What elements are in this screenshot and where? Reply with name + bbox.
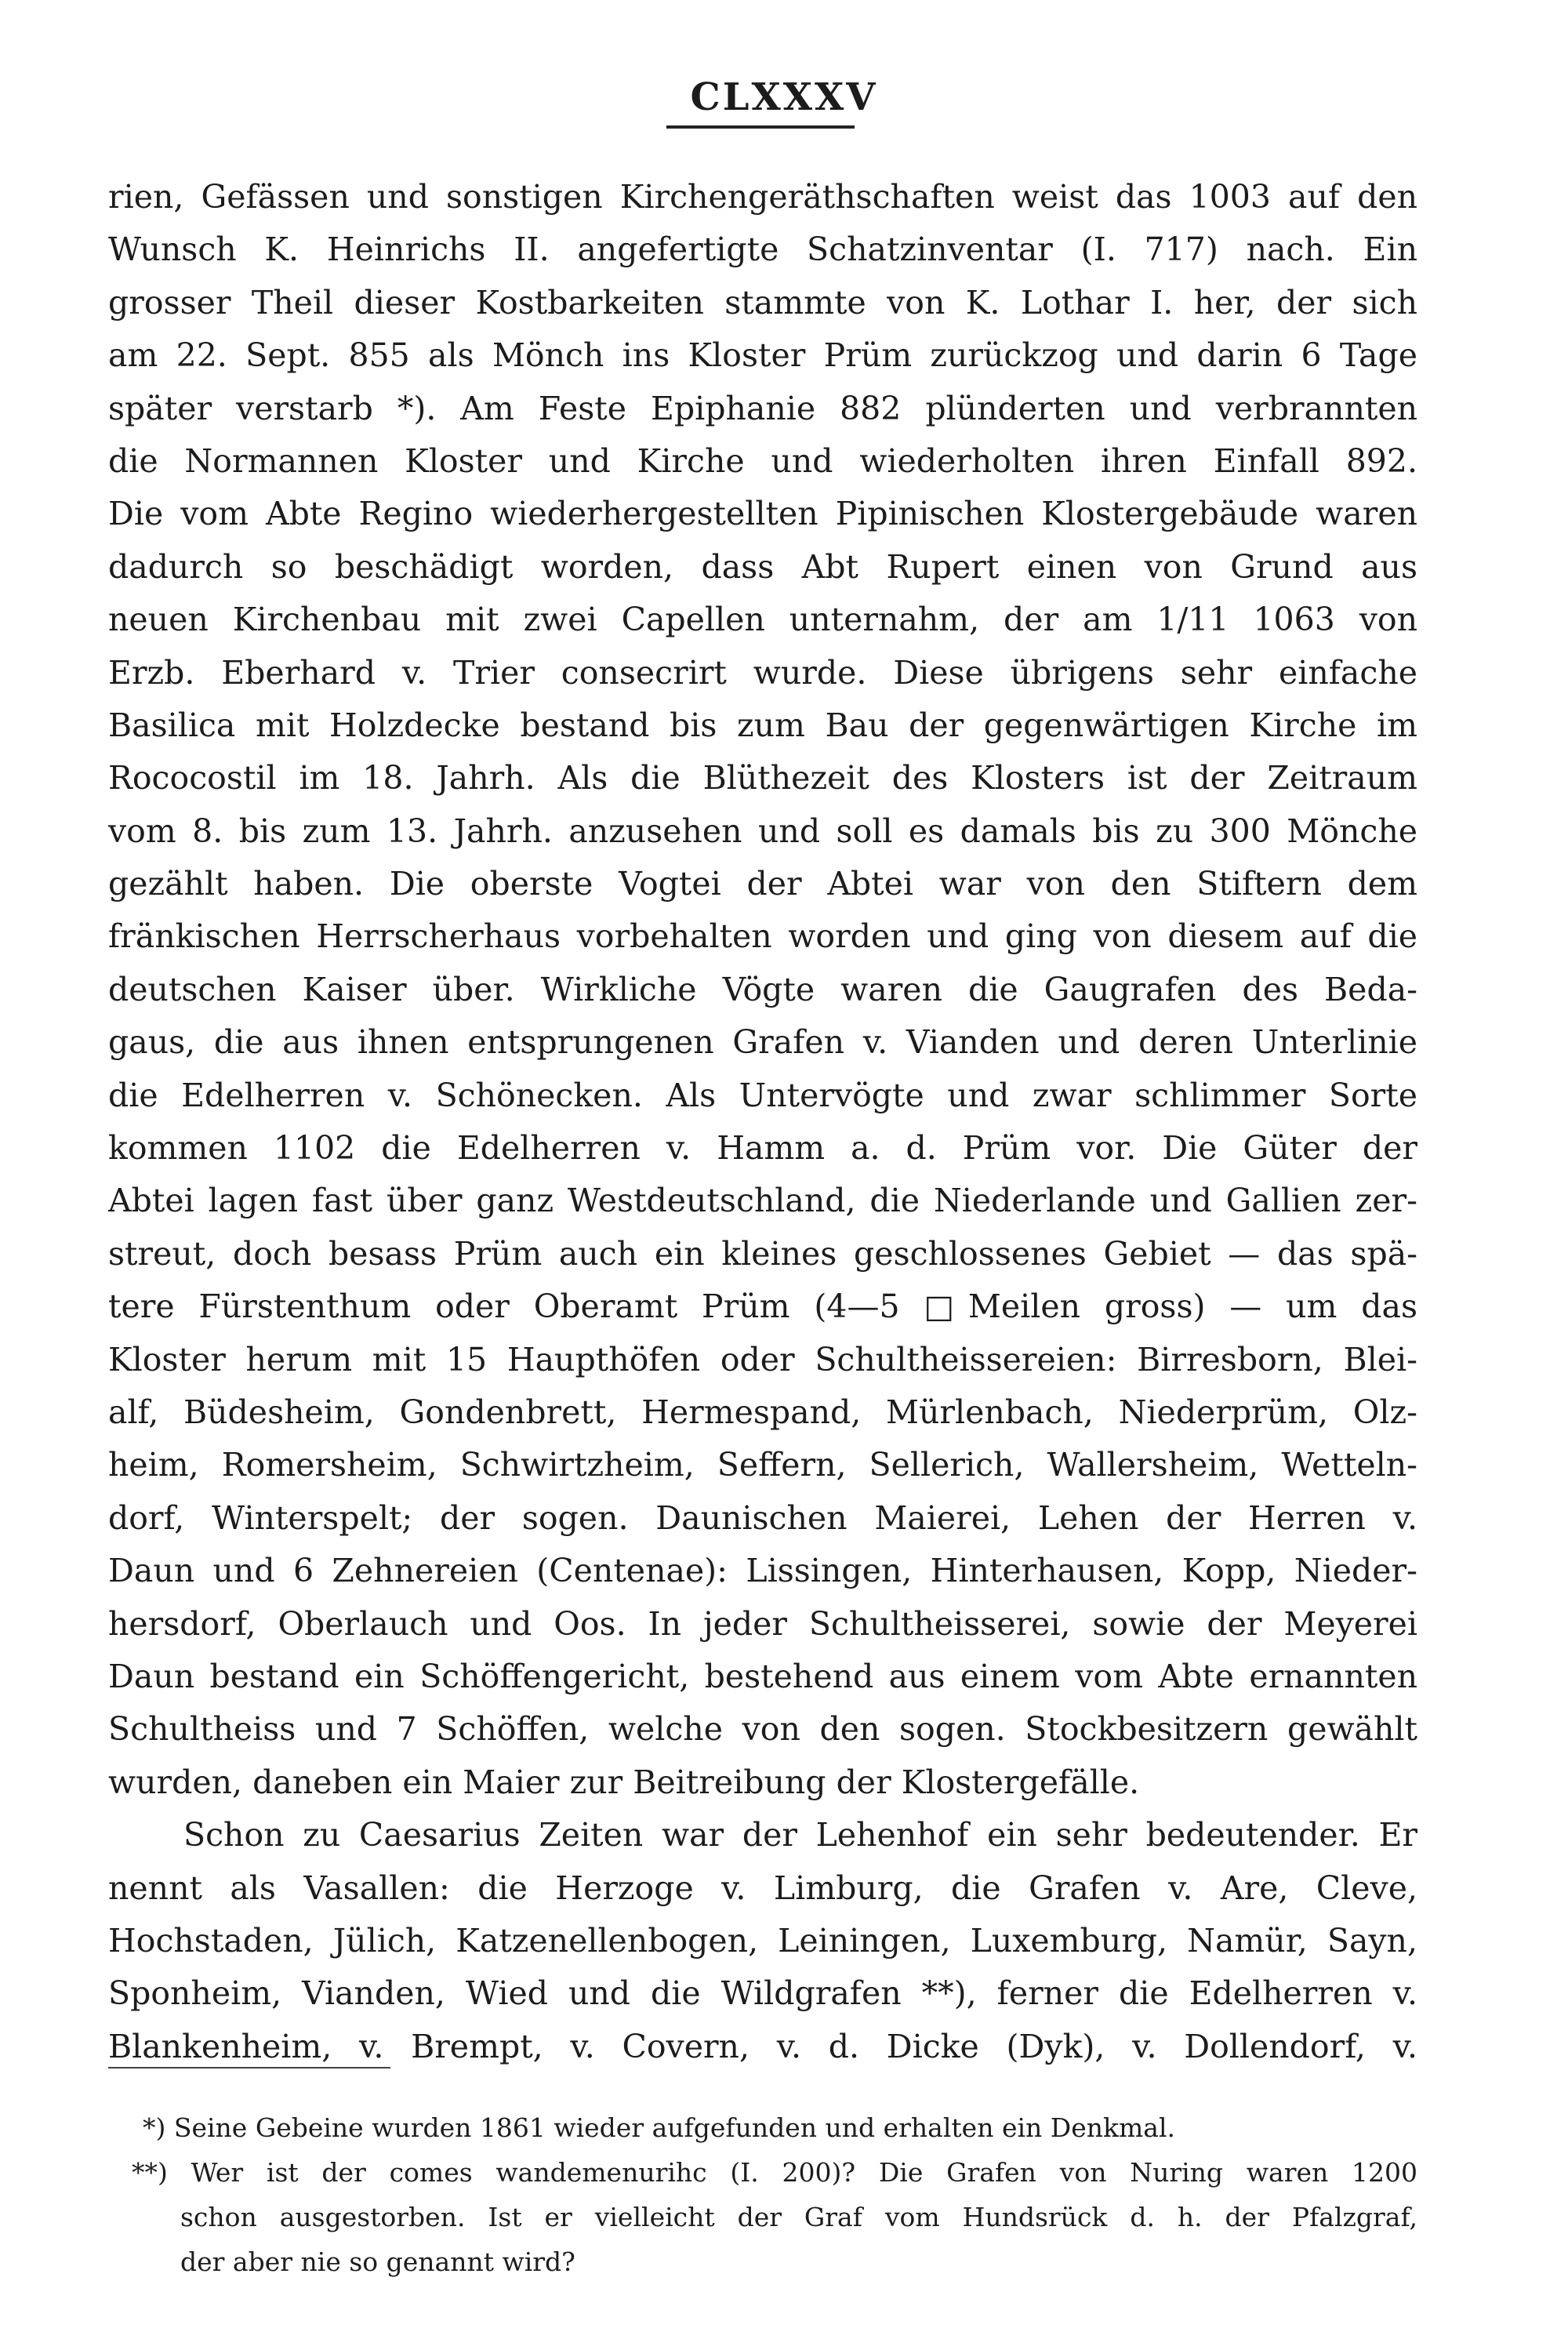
text-line: neuen Kirchenbau mit zwei Capellen unternahm, der am 1/11 1063 von: [108, 601, 1417, 639]
text-line: fränkischen Herrscherhaus vorbehalten worden und ging von diesem auf die: [108, 917, 1417, 956]
text-line: gaus, die aus ihnen entsprungenen Grafen v. Vianden und deren Unterlinie: [108, 1023, 1417, 1062]
text-line: Daun und 6 Zehnereien (Centenae): Lissingen, Hinterhausen, Kopp, Nieder-: [108, 1552, 1417, 1590]
text-line: heim, Romersheim, Schwirtzheim, Seffern, Sellerich, Wallersheim, Wetteln-: [108, 1446, 1417, 1484]
page-number: CLXXXV: [690, 75, 878, 119]
text-line: vom 8. bis zum 13. Jahrh. anzusehen und soll es damals bis zu 300 Mönche: [108, 812, 1417, 850]
text-line: nennt als Vasallen: die Herzoge v. Limburg, die Grafen v. Are, Cleve,: [108, 1869, 1417, 1907]
text-line: Schultheiss und 7 Schöffen, welche von den sogen. Stockbesitzern gewählt: [108, 1710, 1417, 1749]
text-line: Rococostil im 18. Jahrh. Als die Blüthezeit des Klosters ist der Zeitraum: [108, 759, 1417, 797]
text-line: Sponheim, Vianden, Wied und die Wildgrafen **), ferner die Edelherren v.: [108, 1974, 1417, 2013]
text-line: Erzb. Eberhard v. Trier consecrirt wurde. Diese übrigens sehr einfache: [108, 653, 1417, 692]
text-line: Blankenheim, v. Brempt, v. Covern, v. d. Dicke (Dyk), v. Dollendorf, v.: [108, 2027, 1417, 2065]
text-line: tere Fürstenthum oder Oberamt Prüm (4—5 □Meilen gross) — um das: [108, 1288, 1417, 1326]
footnote-line: *) Seine Gebeine wurden 1861 wieder aufgefunden und erhalten ein Denkmal.: [143, 2112, 1176, 2143]
text-line: wurden, daneben ein Maier zur Beitreibung der Klostergefälle.: [108, 1763, 1140, 1801]
text-line: Die vom Abte Regino wiederhergestellten Pipinischen Klostergebäude waren: [108, 495, 1417, 533]
text-line: Basilica mit Holzdecke bestand bis zum Bau der gegenwärtigen Kirche im: [108, 706, 1417, 744]
footnote-line: der aber nie so genannt wird?: [180, 2246, 575, 2277]
text-line: deutschen Kaiser über. Wirkliche Vögte waren die Gaugrafen des Beda-: [108, 970, 1417, 1008]
text-line: am 22. Sept. 855 als Mönch ins Kloster Prüm zurückzog und darin 6 Tage: [108, 336, 1417, 375]
text-line: rien, Gefässen und sonstigen Kirchengeräthschaften weist das 1003 auf den: [108, 178, 1417, 216]
text-line: die Normannen Kloster und Kirche und wiederholten ihren Einfall 892.: [108, 441, 1417, 480]
text-line: Abtei lagen fast über ganz Westdeutschland, die Niederlande und Gallien zer-: [108, 1182, 1417, 1220]
main-text: [108, 171, 1417, 2073]
text-line: dorf, Winterspelt; der sogen. Daunischen Maierei, Lehen der Herren v.: [108, 1498, 1417, 1537]
footnote-rule: [108, 2067, 390, 2069]
text-line: Daun bestand ein Schöffengericht, bestehend aus einem vom Abte ernannten: [108, 1657, 1417, 1695]
footnote-line: **) Wer ist der comes wandemenurihc (I. 200)? Die Grafen von Nuring waren 1200: [132, 2157, 1417, 2188]
text-line: grosser Theil dieser Kostbarkeiten stammte von K. Lothar I. her, der sich: [108, 283, 1417, 321]
text-line: hersdorf, Oberlauch und Oos. In jeder Schultheisserei, sowie der Meyerei: [108, 1604, 1417, 1643]
text-line: Schon zu Caesarius Zeiten war der Lehenhof ein sehr bedeutender. Er: [183, 1816, 1417, 1854]
text-line: alf, Büdesheim, Gondenbrett, Hermespand, Mürlenbach, Niederprüm, Olz-: [108, 1393, 1417, 1431]
text-line: dadurch so beschädigt worden, dass Abt Rupert einen von Grund aus: [108, 547, 1417, 586]
footnotes: [108, 2105, 1417, 2284]
text-line: später verstarb *). Am Feste Epiphanie 882 plünderten und verbrannten: [108, 389, 1417, 427]
text-line: gezählt haben. Die oberste Vogtei der Abtei war von den Stiftern dem: [108, 865, 1417, 903]
footnote-line: schon ausgestorben. Ist er vielleicht der Graf vom Hundsrück d. h. der Pfalzgraf,: [180, 2202, 1417, 2232]
text-line: Wunsch K. Heinrichs II. angefertigte Schatzinventar (I. 717) nach. Ein: [108, 231, 1417, 269]
text-line: kommen 1102 die Edelherren v. Hamm a. d. Prüm vor. Die Güter der: [108, 1129, 1417, 1168]
text-line: Hochstaden, Jülich, Katzenellenbogen, Leiningen, Luxemburg, Namür, Sayn,: [108, 1921, 1417, 1960]
text-line: Kloster herum mit 15 Haupthöfen oder Schultheissereien: Birresborn, Blei-: [108, 1340, 1417, 1378]
text-line: streut, doch besass Prüm auch ein kleines geschlossenes Gebiet — das spä-: [108, 1234, 1417, 1273]
header-rule: [666, 125, 855, 129]
text-line: die Edelherren v. Schönecken. Als Untervögte und zwar schlimmer Sorte: [108, 1076, 1417, 1114]
